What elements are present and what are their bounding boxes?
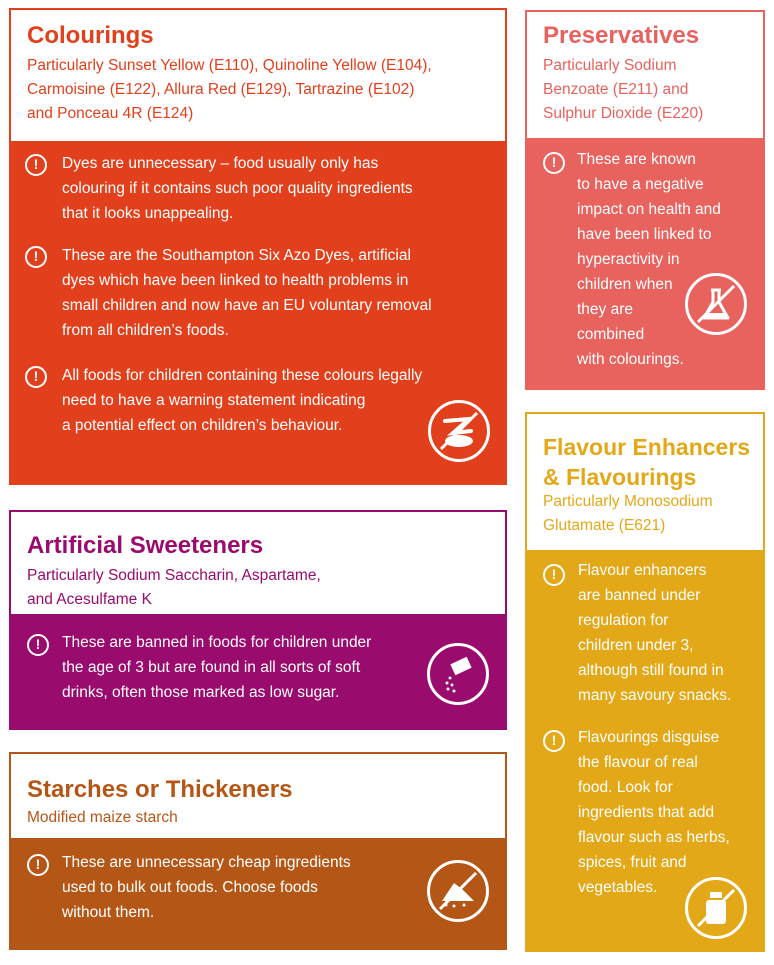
warning-icon: ! [27,634,49,656]
colourings-point-2: These are the Southampton Six Azo Dyes, artificial dyes which have been linked to health problems in small children and now have an EU voluntary removal from all children’s foods. [62,247,432,339]
sweetener-packet-icon [427,643,489,705]
colourings-point-1: Dyes are unnecessary – food usually only has colouring if it contains such poor quality ingredients that it looks unappealing. [62,155,413,222]
colourings-title: Colourings [27,22,154,49]
warning-icon: ! [543,152,565,174]
sweeteners-subtitle: Particularly Sodium Saccharin, Aspartame, and Acesulfame K [27,567,321,608]
flavours-point-2: Flavourings disguise the flavour of real food. Look for ingredients that add flavour such as herbs, spices, fruit and vegetables. [578,729,730,896]
sweeteners-header [9,510,507,614]
warning-icon: ! [25,366,47,388]
flavours-card [525,412,765,952]
no-flask-icon [685,273,747,335]
flavours-point-1: Flavour enhancers are banned under regulation for children under 3, although still found in many savoury snacks. [578,562,732,704]
flavours-subtitle: Particularly Monosodium Glutamate (E621) [543,493,713,534]
preservatives-card [525,10,765,390]
starches-card [9,752,507,950]
sweeteners-title: Artificial Sweeteners [27,532,264,559]
warning-icon: ! [543,564,565,586]
starches-point-1: These are unnecessary cheap ingredients used to bulk out foods. Choose foods without them. [62,854,351,921]
colourings-header [9,8,507,141]
preservatives-title: Preservatives [543,22,700,49]
no-powder-icon [427,860,489,922]
no-jar-icon [685,877,747,939]
flavours-title: Flavour Enhancers & Flavourings [543,434,751,490]
warning-icon: ! [25,246,47,268]
starches-title: Starches or Thickeners [27,776,293,803]
preservatives-subtitle: Particularly Sodium Benzoate (E211) and Sulphur Dioxide (E220) [543,57,704,122]
colourings-subtitle: Particularly Sunset Yellow (E110), Quinoline Yellow (E104), Carmoisine (E122), Allura Red (E129), Tartrazine (E102) and Ponceau 4R (E124) [27,57,432,122]
warning-icon: ! [27,854,49,876]
no-sweets-icon [428,400,490,462]
sweeteners-card [9,510,507,730]
starches-subtitle: Modified maize starch [27,809,178,826]
sweeteners-point-1: These are banned in foods for children under the age of 3 but are found in all sorts of soft drinks, often those marked as low sugar. [62,634,372,701]
preservatives-point-1: These are known to have a negative impact on health and have been linked to hyperactivity in children when they are combined with colourings. [577,151,721,368]
flavours-header [525,412,765,550]
preservatives-header [525,10,765,138]
starches-header [9,752,507,838]
colourings-point-3: All foods for children containing these colours legally need to have a warning statement indicating a potential effect on children’s behaviour. [62,367,423,434]
colourings-card [9,8,507,485]
warning-icon: ! [25,154,47,176]
warning-icon: ! [543,730,565,752]
